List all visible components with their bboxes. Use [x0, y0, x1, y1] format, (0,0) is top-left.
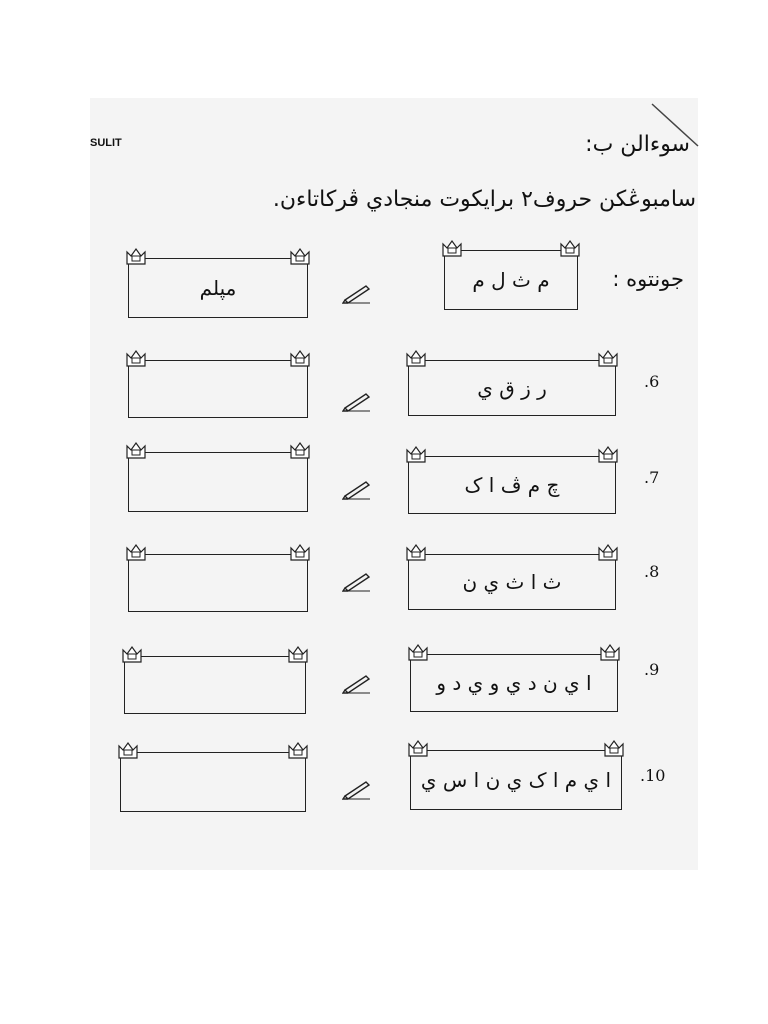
letters-box: [410, 654, 618, 712]
crown-tab-icon: [407, 642, 429, 664]
example-letters-text: م ث ل م: [472, 268, 550, 292]
crown-tab-icon: [289, 440, 311, 462]
letters-box: [410, 750, 622, 810]
section-title: سوءالن ب:: [585, 132, 690, 157]
crown-tab-icon: [597, 348, 619, 370]
instruction-text: سامبوڠكن حروف٢ برايكوت منجادي ڤركاتاءن.: [272, 187, 696, 212]
crown-tab-icon: [407, 738, 429, 760]
crown-tab-icon: [597, 444, 619, 466]
crown-tab-icon: [289, 246, 311, 268]
letters-text: ر ز ق ي: [477, 376, 547, 400]
crown-tab-icon: [405, 542, 427, 564]
answer-box[interactable]: [120, 752, 306, 812]
pencil-icon: [342, 778, 372, 800]
question-number: .10: [640, 766, 666, 785]
crown-tab-icon: [287, 644, 309, 666]
crown-tab-icon: [125, 246, 147, 268]
crown-tab-icon: [603, 738, 625, 760]
crown-tab-icon: [289, 542, 311, 564]
example-label: جونتوه :: [612, 267, 684, 291]
crown-tab-icon: [599, 642, 621, 664]
crown-tab-icon: [125, 348, 147, 370]
question-number: .6: [644, 372, 660, 391]
pencil-icon: [342, 282, 372, 304]
example-letters-box: [444, 250, 578, 310]
crown-tab-icon: [125, 440, 147, 462]
crown-tab-icon: [405, 348, 427, 370]
letters-text: ا ي ن د ي و ي د و: [436, 671, 592, 695]
crown-tab-icon: [559, 238, 581, 260]
pencil-icon: [342, 570, 372, 592]
sulit-label: SULIT: [90, 137, 122, 149]
pencil-icon: [342, 390, 372, 412]
question-number: .8: [644, 562, 660, 581]
pencil-icon: [342, 672, 372, 694]
question-number: .9: [644, 660, 660, 679]
letters-box: [408, 456, 616, 514]
crown-tab-icon: [125, 542, 147, 564]
crown-tab-icon: [117, 740, 139, 762]
pencil-icon: [342, 478, 372, 500]
letters-text: ث ا ث ي ن: [462, 570, 562, 594]
answer-box[interactable]: [128, 360, 308, 418]
crown-tab-icon: [597, 542, 619, 564]
crown-tab-icon: [121, 644, 143, 666]
example-answer-box: [128, 258, 308, 318]
crown-tab-icon: [287, 740, 309, 762]
answer-box[interactable]: [124, 656, 306, 714]
crown-tab-icon: [441, 238, 463, 260]
answer-box[interactable]: [128, 452, 308, 512]
letters-box: [408, 554, 616, 610]
letters-text: ا ي م ا ک ي ن ا س ي: [420, 768, 612, 792]
letters-text: چ م ڤ ا ک: [464, 473, 560, 497]
crown-tab-icon: [405, 444, 427, 466]
letters-box: [408, 360, 616, 416]
example-answer-text: مپلم: [199, 276, 237, 300]
question-number: .7: [644, 468, 660, 487]
crown-tab-icon: [289, 348, 311, 370]
answer-box[interactable]: [128, 554, 308, 612]
